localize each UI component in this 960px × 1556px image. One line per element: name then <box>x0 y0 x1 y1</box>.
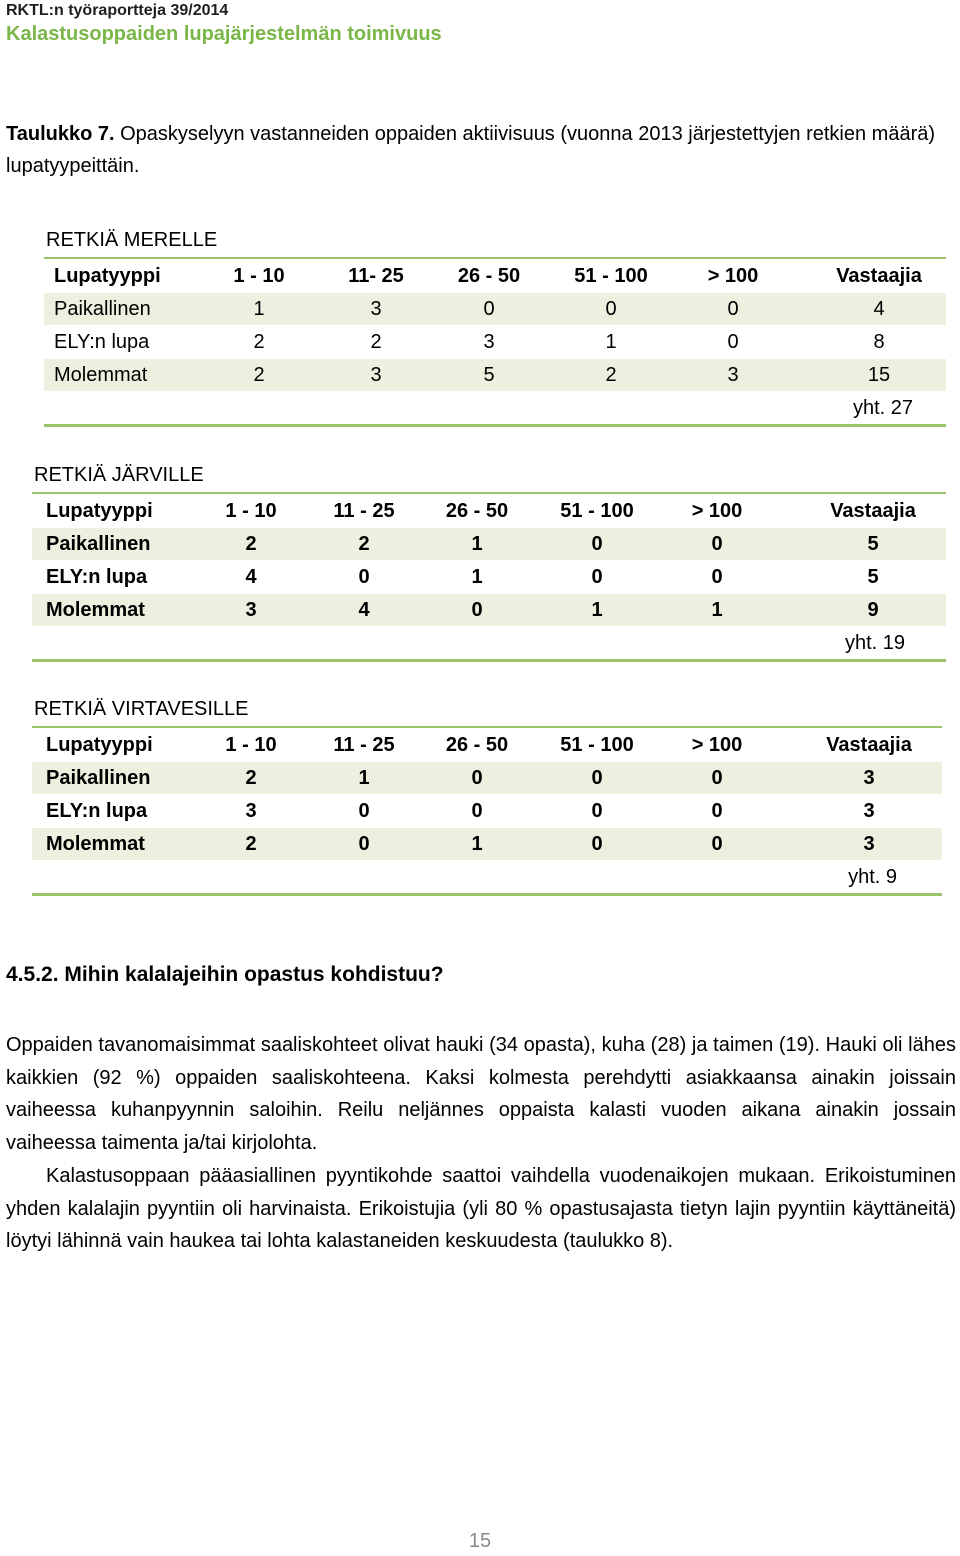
table-cell: 3 <box>245 599 257 621</box>
table-cell: 2 <box>245 833 257 855</box>
column-header: 51 - 100 <box>560 734 634 756</box>
column-header: 11- 25 <box>348 265 404 287</box>
column-header: 11 - 25 <box>333 734 395 756</box>
table-header-row <box>44 260 946 292</box>
table-cell: 0 <box>711 800 723 822</box>
table-cell: 0 <box>711 833 723 855</box>
table-bottom-rule <box>32 659 946 662</box>
table-row <box>44 359 946 391</box>
table-cell: 0 <box>727 331 739 353</box>
table-cell: 0 <box>711 566 723 588</box>
table-title-rule <box>32 726 942 728</box>
table-cell: 0 <box>358 566 370 588</box>
table-row <box>32 828 942 860</box>
column-header: 1 - 10 <box>233 265 285 287</box>
table-cell: 0 <box>711 767 723 789</box>
column-header: 51 - 100 <box>574 265 648 287</box>
table-cell: 5 <box>867 566 879 588</box>
row-label: Molemmat <box>46 599 145 621</box>
table-cell: 4 <box>873 298 885 320</box>
column-header: > 100 <box>691 500 743 522</box>
table-cell: 2 <box>245 533 257 555</box>
table-cell: 1 <box>471 566 483 588</box>
table-title: RETKIÄ JÄRVILLE <box>34 464 204 486</box>
table-caption <box>6 118 936 182</box>
row-label: Paikallinen <box>46 533 151 555</box>
table-row <box>32 528 946 560</box>
table-cell: 0 <box>358 833 370 855</box>
caption-text: Opaskyselyyn vastanneiden oppaiden aktiivisuus (vuonna 2013 järjestettyjen retkien määrä) lupatyypeittäin. <box>6 123 936 177</box>
paragraph-2: Kalastusoppaan pääasiallinen pyyntikohde saattoi vaihdella vuodenaikojen mukaan. Erikoistuminen yhden kalalajin pyyntiin oli harvinaista. Erikoistujia (yli 80 % opastusajasta tietyn lajin pyyntiin käyttäneitä) löytyi lähinnä vain haukea tai lohta kalastaneiden keskuudesta (taulukko 8). <box>6 1165 956 1253</box>
table-cell: 1 <box>358 767 370 789</box>
table-cell: 3 <box>727 364 739 386</box>
table-cell: 0 <box>727 298 739 320</box>
table-cell: 0 <box>591 833 603 855</box>
row-label: Paikallinen <box>54 298 151 320</box>
table-title: RETKIÄ VIRTAVESILLE <box>34 698 249 720</box>
table-cell: 3 <box>863 767 875 789</box>
column-header: 26 - 50 <box>457 265 521 287</box>
column-header: 26 - 50 <box>445 500 509 522</box>
row-label: Molemmat <box>54 364 148 386</box>
table-cell: 2 <box>605 364 617 386</box>
table-row <box>44 326 946 358</box>
table-cell: 0 <box>591 566 603 588</box>
table-cell: 0 <box>471 767 483 789</box>
paragraph-1: Oppaiden tavanomaisimmat saaliskohteet olivat hauki (34 opasta), kuha (28) ja taimen (19). Hauki oli lähes kaikkien (92 %) oppaiden saaliskohteena. Kaksi kolmesta perehdytti asiakkaansa ainakin joissain vaiheessa kuhanpyynnin saloihin. Reilu neljännes oppaista kalasti vuoden aikana ainakin jossain vaiheessa taimenta ja/tai kirjolohta. <box>6 1034 956 1155</box>
caption-label: Taulukko 7. <box>6 123 115 145</box>
table-cell: 0 <box>591 533 603 555</box>
table-row <box>44 293 946 325</box>
table-cell: 9 <box>867 599 879 621</box>
report-title-header: Kalastusoppaiden lupajärjestelmän toimivuus <box>6 23 442 45</box>
table-title-rule <box>32 492 946 494</box>
table-cell: 3 <box>483 331 495 353</box>
column-header: Vastaajia <box>826 734 912 756</box>
table-cell: 1 <box>591 599 603 621</box>
table-total: yht. 9 <box>848 866 897 888</box>
row-label: ELY:n lupa <box>54 331 150 353</box>
table-cell: 1 <box>605 331 617 353</box>
table-title: RETKIÄ MERELLE <box>46 229 218 251</box>
table-cell: 1 <box>471 533 483 555</box>
table-cell: 2 <box>253 331 265 353</box>
table-cell: 3 <box>245 800 257 822</box>
page-number: 15 <box>468 1530 492 1552</box>
table-total: yht. 19 <box>844 632 905 654</box>
table-title-rule <box>44 257 946 259</box>
table-cell: 1 <box>253 298 265 320</box>
row-label: ELY:n lupa <box>46 800 148 822</box>
column-header: > 100 <box>691 734 743 756</box>
column-header: Vastaajia <box>836 265 922 287</box>
table-cell: 0 <box>605 298 617 320</box>
row-label: Molemmat <box>46 833 145 855</box>
table-row <box>32 795 942 827</box>
table-cell: 3 <box>863 833 875 855</box>
column-header: Lupatyyppi <box>46 734 153 756</box>
table-cell: 0 <box>358 800 370 822</box>
row-label: Paikallinen <box>46 767 151 789</box>
table-row <box>32 762 942 794</box>
table-row <box>32 561 946 593</box>
table-bottom-rule <box>44 424 946 427</box>
table-header-row <box>32 729 942 761</box>
table-cell: 4 <box>358 599 370 621</box>
table-cell: 1 <box>711 599 723 621</box>
table-cell: 0 <box>591 800 603 822</box>
table-cell: 0 <box>471 800 483 822</box>
column-header: > 100 <box>707 265 759 287</box>
table-cell: 0 <box>471 599 483 621</box>
table-cell: 2 <box>253 364 265 386</box>
table-cell: 4 <box>245 566 257 588</box>
table-bottom-rule <box>32 893 942 896</box>
table-cell: 0 <box>591 767 603 789</box>
column-header: 1 - 10 <box>225 500 277 522</box>
column-header: Lupatyyppi <box>54 265 161 287</box>
table-cell: 2 <box>245 767 257 789</box>
row-label: ELY:n lupa <box>46 566 148 588</box>
column-header: 11 - 25 <box>333 500 395 522</box>
table-cell: 1 <box>471 833 483 855</box>
column-header: Vastaajia <box>830 500 916 522</box>
table-cell: 8 <box>873 331 885 353</box>
table-cell: 5 <box>483 364 495 386</box>
report-series-header: RKTL:n työraportteja 39/2014 <box>6 2 229 19</box>
column-header: 26 - 50 <box>445 734 509 756</box>
table-header-row <box>32 495 946 527</box>
table-cell: 3 <box>370 364 382 386</box>
table-cell: 2 <box>370 331 382 353</box>
table-total: yht. 27 <box>852 397 913 419</box>
column-header: 51 - 100 <box>560 500 634 522</box>
table-cell: 3 <box>863 800 875 822</box>
table-cell: 3 <box>370 298 382 320</box>
table-cell: 2 <box>358 533 370 555</box>
table-cell: 0 <box>711 533 723 555</box>
table-cell: 5 <box>867 533 879 555</box>
column-header: 1 - 10 <box>225 734 277 756</box>
column-header: Lupatyyppi <box>46 500 153 522</box>
table-cell: 0 <box>483 298 495 320</box>
table-row <box>32 594 946 626</box>
table-cell: 15 <box>867 364 891 386</box>
section-heading: 4.5.2. Mihin kalalajeihin opastus kohdistuu? <box>6 963 444 986</box>
